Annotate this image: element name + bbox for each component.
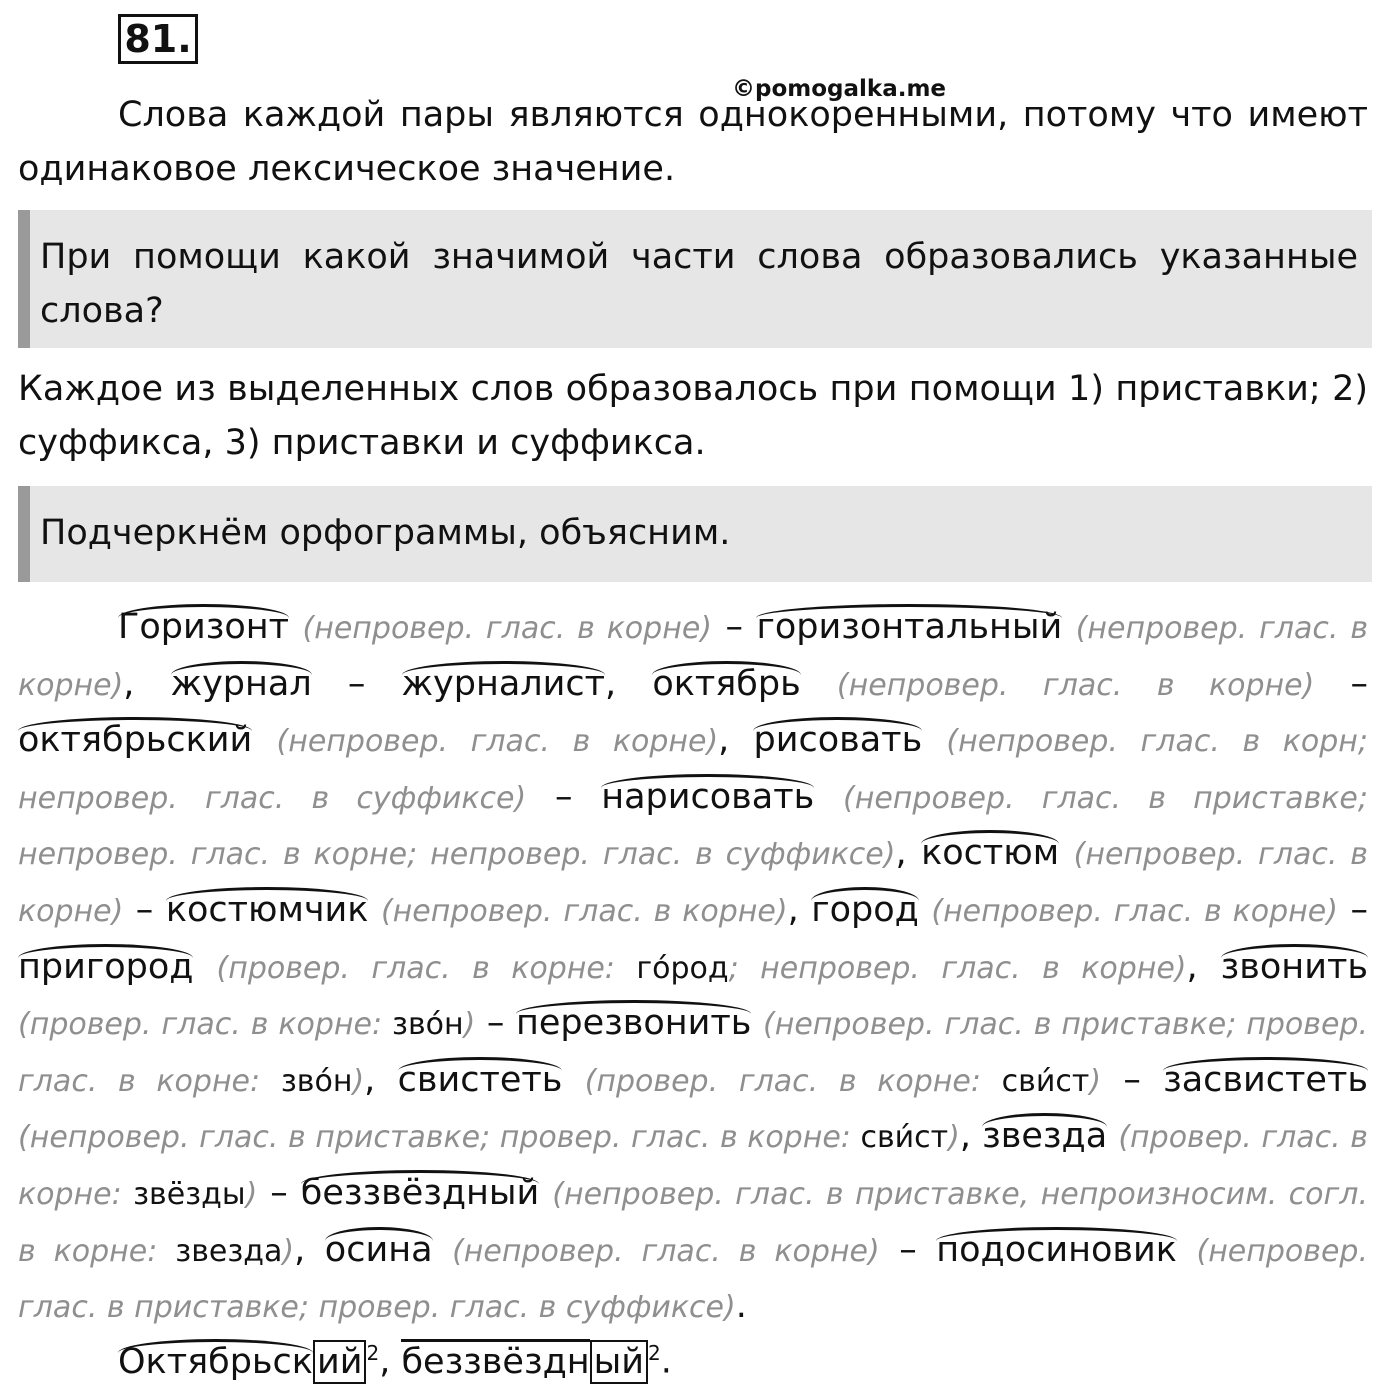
parsed-word-1-stem: Октябрьск: [118, 1339, 313, 1382]
comment-text-end: ): [463, 1007, 476, 1043]
comment-text-end: ): [282, 1233, 295, 1269]
watermark: ©pomogalka.me: [732, 76, 947, 102]
separator: –: [475, 1003, 516, 1044]
comment-text: (провер. глас. в корне:: [18, 1120, 1368, 1212]
separator: –: [123, 889, 166, 930]
comment-text: (непровер. глас. в корне): [452, 1233, 880, 1269]
comment-text: (провер. глас. в корне:: [18, 1007, 383, 1043]
analyzed-word: журналист: [402, 661, 606, 704]
separator: –: [1101, 1059, 1164, 1100]
comment-text: (непровер. глас. в корне): [302, 611, 712, 646]
analyzed-word: костюм: [921, 830, 1059, 873]
answer1-line-2: 2) суффикса, 3) приставки и суффикса.: [18, 369, 1368, 463]
intro-paragraph: [18, 88, 1368, 196]
analyzed-word: горизонтальный: [756, 604, 1062, 647]
comment-text: (непровер. глас. в корне): [836, 667, 1315, 703]
separator: –: [311, 663, 402, 704]
separator: .: [735, 1286, 747, 1327]
analyzed-word: октябрь: [652, 661, 800, 704]
parsed-word-2-ending: ый: [590, 1340, 648, 1384]
check-word: зво́н: [392, 1007, 464, 1043]
separator: ,: [895, 833, 922, 874]
separator: ,: [294, 1229, 325, 1270]
separator: –: [526, 776, 602, 817]
spelling-comment: [585, 1064, 1101, 1099]
question-box-2: [18, 486, 1372, 582]
separator: ,: [605, 663, 653, 704]
analyzed-word: город: [811, 887, 919, 930]
analyzed-word: перезвонить: [516, 1000, 751, 1043]
intro-line-2: одинаковое лексическое значение.: [18, 149, 676, 189]
analyzed-word: беззвёздный: [301, 1170, 540, 1213]
question-box-1: [18, 210, 1372, 348]
separator: ,: [718, 720, 754, 761]
comment-text: (непровер. глас. в приставке; провер. глас. в корне:: [18, 1007, 1368, 1099]
analyzed-word: костюмчик: [166, 887, 369, 930]
parse-end-dot: .: [660, 1341, 672, 1382]
comment-text-end: ; непровер. глас. в корне): [728, 950, 1187, 986]
comment-text: (непровер. глас. в корне): [276, 724, 719, 760]
separator: –: [1314, 663, 1368, 704]
parsed-word-1-ending: ий: [313, 1340, 367, 1384]
comment-text: (провер. глас. в корне:: [216, 950, 615, 986]
comment-text: (непровер. глас. в приставке, непроизносим. согл. в корне:: [18, 1176, 1368, 1269]
question1-line-1: При помощи какой значимой части слова образовались указанные: [40, 237, 1358, 277]
separator: ,: [1186, 946, 1221, 987]
parsed-word-1-sup: 2: [366, 1341, 380, 1365]
analyzed-word: пригород: [18, 944, 193, 987]
check-word: сви́ст: [860, 1120, 949, 1156]
separator: ,: [364, 1059, 398, 1100]
comment-text: (непровер. глас. в корне): [18, 611, 1368, 703]
comment-text-end: ): [1089, 1063, 1102, 1099]
analyzed-word: свистеть: [398, 1057, 563, 1100]
separator: ,: [123, 663, 171, 704]
spelling-comment: [837, 668, 1314, 703]
analyzed-word: засвистеть: [1163, 1057, 1368, 1100]
comment-text: (непровер. глас. в приставке; непровер. глас. в корне; непровер. глас. в суффиксе): [18, 780, 1368, 873]
comment-text: (непровер. глас. в приставке; провер. глас. в суффиксе): [18, 1233, 1368, 1326]
comment-text: (непровер. глас. в корне): [931, 893, 1338, 929]
spelling-comment: [303, 611, 712, 646]
separator: –: [257, 1172, 301, 1213]
comment-text: (непровер. глас. в корне): [380, 893, 788, 929]
analyzed-word: осина: [325, 1227, 433, 1270]
answer1-line-1: Каждое из выделенных слов образовалось при помощи 1) приставки;: [18, 369, 1321, 409]
analyzed-word: рисовать: [753, 717, 922, 760]
parsed-word-2-stem: беззвёздн: [401, 1339, 589, 1382]
analyzed-word: журнал: [171, 661, 312, 704]
analyzed-word: Горизонт: [118, 604, 289, 647]
check-word: го́род: [636, 950, 729, 986]
check-word: зво́н: [280, 1063, 353, 1099]
exercise-number: 81.: [118, 14, 198, 64]
analyzed-word: подосиновик: [936, 1227, 1177, 1270]
separator: ,: [959, 1116, 983, 1157]
morpheme-parse-line: [118, 1326, 672, 1389]
comment-text: (непровер. глас. в приставке; провер. глас. в корне:: [18, 1120, 851, 1156]
question2-text: Подчеркнём орфограммы, объясним.: [40, 513, 731, 553]
spelling-comment: [452, 1234, 880, 1269]
separator: –: [879, 1229, 937, 1270]
analyzed-word: нарисовать: [601, 774, 814, 817]
separator: –: [1337, 889, 1368, 930]
check-word: звезда: [175, 1233, 283, 1269]
word-analysis: [18, 600, 1368, 1336]
separator: ,: [787, 889, 812, 930]
spelling-comment: [381, 894, 788, 929]
spelling-comment: [217, 951, 1187, 986]
spelling-comment: [277, 724, 719, 759]
check-word: сви́ст: [1001, 1063, 1090, 1099]
comment-text: (провер. глас. в корне:: [584, 1063, 981, 1099]
comment-text-end: ): [948, 1120, 960, 1156]
question1-line-2: слова?: [40, 291, 164, 331]
check-word: звёзды: [133, 1176, 246, 1212]
analyzed-word: звезда: [982, 1113, 1107, 1156]
comment-text: (непровер. глас. в корне): [18, 837, 1368, 929]
comment-text: (непровер. глас. в корн; непровер. глас. в суффиксе): [18, 724, 1368, 816]
analyzed-word: звонить: [1221, 944, 1368, 987]
comment-text-end: ): [245, 1176, 258, 1212]
parsed-word-2-sup: 2: [648, 1341, 661, 1365]
answer-paragraph-1: [18, 362, 1368, 470]
analyzed-word: октябрьский: [18, 717, 252, 760]
separator: –: [711, 607, 757, 647]
spelling-comment: [18, 1007, 475, 1042]
analysis-body: [18, 607, 1368, 1326]
spelling-comment: [18, 1120, 960, 1155]
parse-separator: ,: [379, 1341, 402, 1382]
spelling-comment: [931, 894, 1338, 929]
comment-text-end: ): [352, 1063, 365, 1099]
intro-line-1: Слова каждой пары являются однокоренными, потому что имеют: [118, 95, 1368, 135]
